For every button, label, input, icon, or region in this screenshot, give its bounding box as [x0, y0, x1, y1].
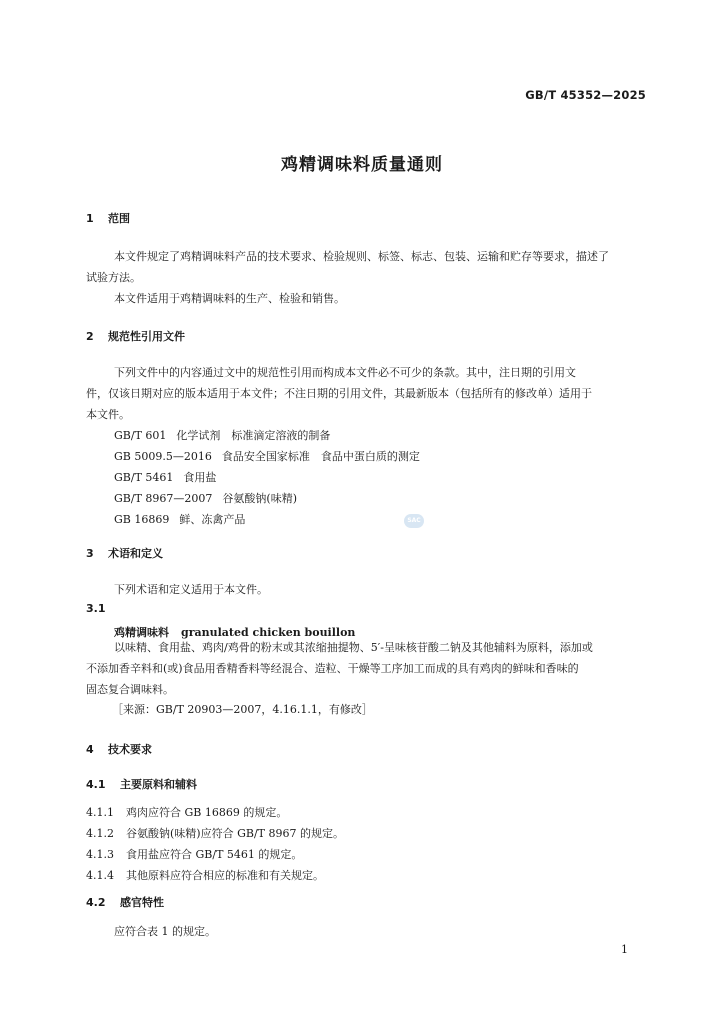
clause-text: 谷氨酸钠(味精)应符合 GB/T 8967 的规定。 [126, 827, 344, 840]
normative-references-list [114, 425, 420, 530]
reference-name: 谷氨酸钠(味精) [222, 492, 297, 505]
clause-number: 4.1.1 [86, 806, 114, 819]
subsection-4-1-heading [86, 776, 197, 792]
subsection-title: 感官特性 [120, 896, 164, 909]
definition-line: 固态复合调味料。 [86, 683, 174, 696]
clause-item [86, 802, 344, 823]
subsection-number: 4.1 [86, 778, 106, 791]
section-title: 范围 [108, 212, 130, 225]
document-title: 鸡精调味料质量通则 [281, 155, 443, 175]
clause-item [86, 823, 344, 844]
reference-item [114, 425, 420, 446]
section-number: 4 [86, 743, 94, 756]
paragraph-line: 本文件适用于鸡精调味料的生产、检验和销售。 [114, 292, 345, 305]
section-number: 1 [86, 212, 94, 225]
definition-line: 不添加香辛料和(或)食品用香精香料等经混合、造粒、干燥等工序加工而成的具有鸡肉的鲜味和香味的 [86, 662, 579, 675]
section-title: 技术要求 [108, 743, 152, 756]
definition-line: 以味精、食用盐、鸡肉/鸡骨的粉末或其浓缩抽提物、5′-呈味核苷酸二钠及其他辅料为原料，添加或 [114, 641, 593, 654]
clause-text: 其他原料应符合相应的标准和有关规定。 [126, 869, 324, 882]
section-1-heading [86, 210, 130, 226]
reference-name: 化学试剂 标准滴定溶液的制备 [176, 429, 331, 442]
subsection-title: 主要原料和辅料 [120, 778, 197, 791]
paragraph-line: 下列文件中的内容通过文中的规范性引用而构成本文件必不可少的条款。其中，注日期的引用文 [114, 366, 576, 379]
term-definition [86, 637, 593, 700]
term-english: granulated chicken bouillon [181, 626, 356, 639]
paragraph-line: 件，仅该日期对应的版本适用于本文件；不注日期的引用文件，其最新版本（包括所有的修改单）适用于 [86, 387, 592, 400]
reference-item [114, 467, 420, 488]
section-3-intro: 下列术语和定义适用于本文件。 [114, 583, 268, 596]
reference-item [114, 488, 420, 509]
clause-number: 4.1.3 [86, 848, 114, 861]
reference-code: GB/T 601 [114, 429, 167, 442]
clause-item [86, 865, 344, 886]
term-chinese: 鸡精调味料 [114, 626, 169, 639]
reference-item [114, 446, 420, 467]
paragraph-line: 试验方法。 [86, 271, 141, 284]
subsection-4-2-text: 应符合表 1 的规定。 [114, 925, 216, 938]
reference-name: 鲜、冻禽产品 [179, 513, 246, 526]
section-4-heading [86, 741, 152, 757]
clause-list [86, 802, 344, 886]
reference-code: GB 5009.5—2016 [114, 450, 212, 463]
term-number: 3.1 [86, 602, 106, 615]
reference-name: 食用盐 [183, 471, 217, 484]
section-2-body [86, 362, 592, 425]
clause-item [86, 844, 344, 865]
section-3-heading [86, 545, 163, 561]
section-2-heading [86, 328, 185, 344]
reference-code: GB/T 8967—2007 [114, 492, 213, 505]
clause-text: 食用盐应符合 GB/T 5461 的规定。 [126, 848, 303, 861]
paragraph-line: 本文件。 [86, 408, 130, 421]
reference-name: 食品安全国家标准 食品中蛋白质的测定 [221, 450, 420, 463]
subsection-4-2-heading [86, 894, 164, 910]
reference-item [114, 509, 420, 530]
section-title: 术语和定义 [108, 547, 163, 560]
section-number: 3 [86, 547, 94, 560]
paragraph-line: 本文件规定了鸡精调味料产品的技术要求、检验规则、标签、标志、包装、运输和贮存等要求，描述了 [114, 250, 609, 263]
section-title: 规范性引用文件 [108, 330, 185, 343]
standard-code: GB/T 45352—2025 [525, 88, 646, 102]
page-number: 1 [621, 943, 628, 956]
reference-code: GB 16869 [114, 513, 170, 526]
clause-number: 4.1.4 [86, 869, 114, 882]
reference-code: GB/T 5461 [114, 471, 174, 484]
section-number: 2 [86, 330, 94, 343]
clause-number: 4.1.2 [86, 827, 114, 840]
clause-text: 鸡肉应符合 GB 16869 的规定。 [126, 806, 288, 819]
subsection-number: 4.2 [86, 896, 106, 909]
term-source: ［来源：GB/T 20903—2007，4.16.1.1，有修改］ [112, 703, 373, 716]
section-1-body [86, 246, 609, 309]
sac-watermark-logo: SAC [404, 514, 424, 528]
